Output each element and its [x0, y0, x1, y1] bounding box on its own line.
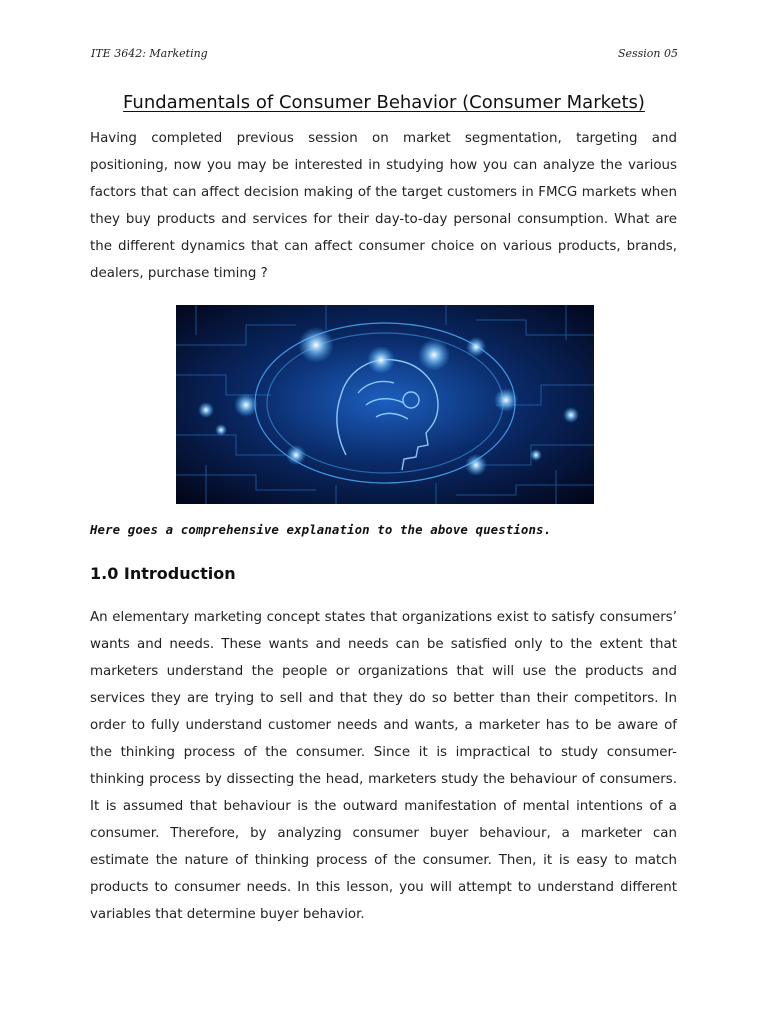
- header-course: ITE 3642: Marketing: [91, 47, 208, 60]
- figure-caption: Here goes a comprehensive explanation to the above questions.: [90, 522, 552, 537]
- page-title: Fundamentals of Consumer Behavior (Consumer Markets): [123, 92, 645, 113]
- brain-circuit-image: [176, 305, 594, 504]
- intro-paragraph: Having completed previous session on market segmentation, targeting and positioning, now you may be interested in studying how you can analyze the various factors that can affect decision making of the target customers in FMCG markets when they buy products and services for their day-to-day personal consumption. What are the different dynamics that can affect consumer choice on various products, brands, dealers, purchase timing ?: [90, 131, 677, 281]
- introduction-paragraph: An elementary marketing concept states that organizations exist to satisfy consumers’ wants and needs. These wants and needs can be satisfied only to the extent that marketers understand the people or organizations that will use the products and services they are trying to sell and that they do so better than their competitors. In order to fully understand customer needs and wants, a marketer has to be aware of the thinking process of the consumer. Since it is impractical to study consumer-thinking process by dissecting the head, marketers study the behaviour of consumers. It is assumed that behaviour is the outward manifestation of mental intentions of a consumer. Therefore, by analyzing consumer buyer behaviour, a marketer can estimate the nature of thinking process of the consumer. Then, it is easy to match products to consumer needs. In this lesson, you will attempt to understand different variables that determine buyer behavior.: [90, 610, 677, 922]
- header-session: Session 05: [617, 47, 678, 60]
- section-heading: 1.0 Introduction: [90, 564, 236, 583]
